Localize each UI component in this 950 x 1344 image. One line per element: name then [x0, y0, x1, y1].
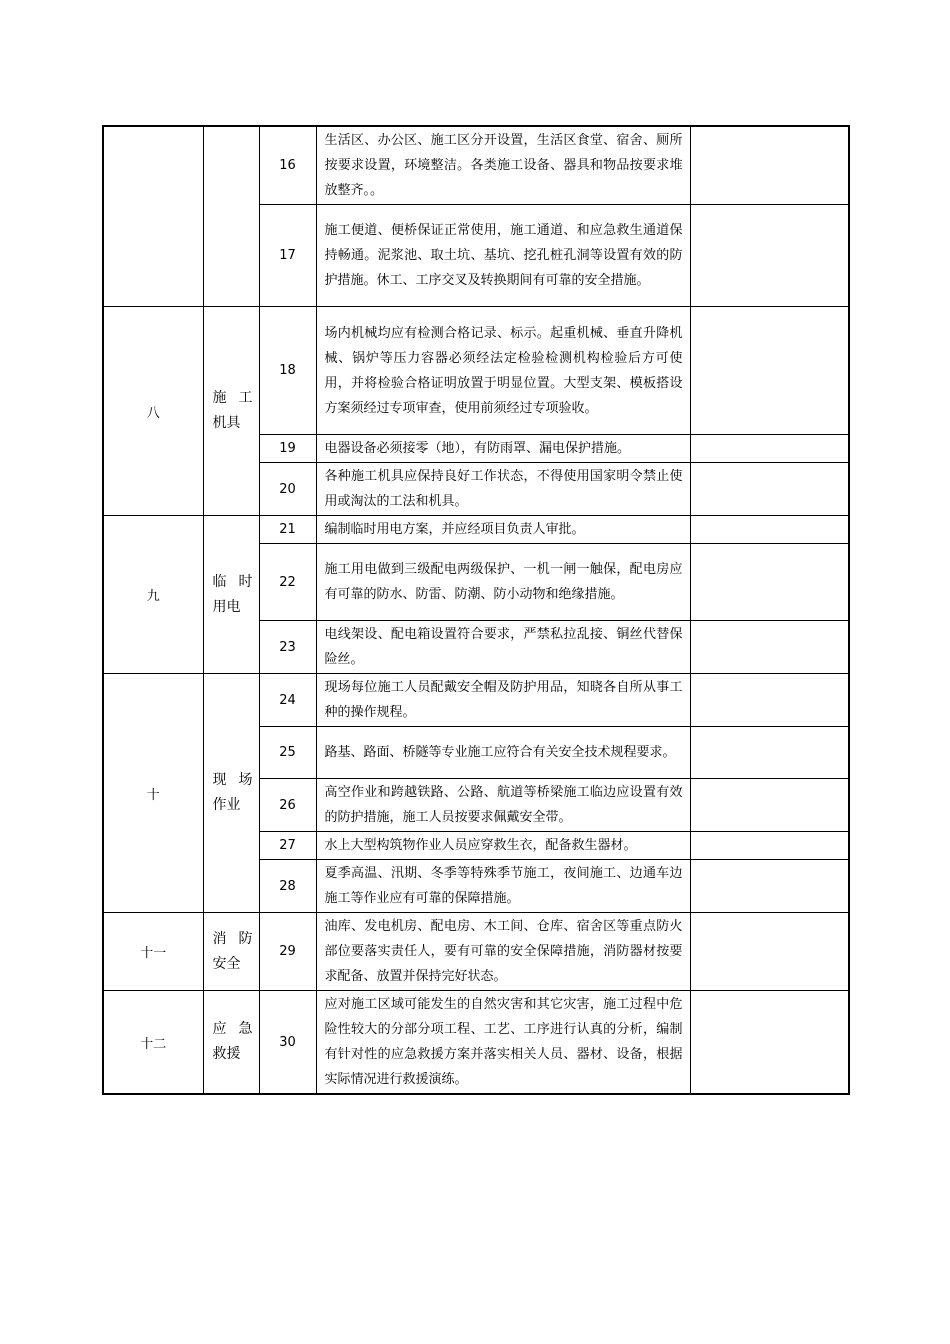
table-row	[103, 674, 849, 727]
category-line-2: 作业	[212, 797, 241, 813]
requirement-text: 生活区、办公区、施工区分开设置，生活区食堂、宿舍、厕所按要求设置，环境整洁。各类施工设备、器具和物品按要求堆放整齐。。	[316, 126, 690, 205]
requirement-text: 现场每位施工人员配戴安全帽及防护用品，知晓各自所从事工种的操作规程。	[316, 674, 690, 727]
category-cell	[203, 674, 259, 913]
requirement-text: 路基、路面、桥隧等专业施工应符合有关安全技术规程要求。	[316, 727, 690, 779]
section-cell	[103, 126, 203, 307]
category-line-2: 用电	[212, 598, 241, 615]
category-line-2: 机具	[212, 415, 241, 431]
remarks-cell	[690, 307, 849, 435]
category-cell	[203, 126, 259, 307]
item-number: 24	[259, 674, 316, 727]
category-cell	[203, 913, 259, 991]
requirement-text: 电器设备必须接零（地），有防雨罩、漏电保护措施。	[316, 435, 690, 463]
section-cell: 十二	[103, 991, 203, 1095]
remarks-cell	[690, 991, 849, 1095]
category-cell	[203, 516, 259, 674]
item-number: 23	[259, 621, 316, 674]
table-row	[103, 516, 849, 544]
requirement-text: 施工用电做到三级配电两级保护、一机一闸一触保，配电房应有可靠的防水、防雷、防潮、防小动物和绝缘措施。	[316, 544, 690, 621]
category-line-1: 施工	[212, 390, 253, 406]
category-line-1: 临时	[212, 573, 253, 590]
item-number: 26	[259, 779, 316, 832]
category-line-1: 现场	[212, 772, 253, 788]
remarks-cell	[690, 727, 849, 779]
remarks-cell	[690, 913, 849, 991]
table-row	[103, 913, 849, 991]
item-number: 18	[259, 307, 316, 435]
remarks-cell	[690, 126, 849, 205]
category-cell	[203, 991, 259, 1095]
table-row	[103, 126, 849, 205]
remarks-cell	[690, 463, 849, 516]
item-number: 27	[259, 832, 316, 860]
item-number: 29	[259, 913, 316, 991]
item-number: 21	[259, 516, 316, 544]
item-number: 25	[259, 727, 316, 779]
remarks-cell	[690, 435, 849, 463]
section-cell: 九	[103, 516, 203, 674]
requirement-text: 夏季高温、汛期、冬季等特殊季节施工，夜间施工、边通车边施工等作业应有可靠的保障措施。	[316, 860, 690, 913]
requirement-text: 场内机械均应有检测合格记录、标示。起重机械、垂直升降机械、锅炉等压力容器必须经法定检验检测机构检验后方可使用，并将检验合格证明放置于明显位置。大型支架、模板搭设方案须经过专项审查，使用前须经过专项验收。	[316, 307, 690, 435]
category-line-1: 消防	[212, 930, 253, 947]
safety-checklist-table	[102, 125, 850, 1095]
item-number: 17	[259, 205, 316, 307]
requirement-text: 油库、发电机房、配电房、木工间、仓库、宿舍区等重点防火部位要落实责任人，要有可靠的安全保障措施，消防器材按要求配备、放置并保持完好状态。	[316, 913, 690, 991]
item-number: 19	[259, 435, 316, 463]
requirement-text: 高空作业和跨越铁路、公路、航道等桥梁施工临边应设置有效的防护措施，施工人员按要求佩戴安全带。	[316, 779, 690, 832]
category-line-1: 应急	[212, 1021, 253, 1037]
table-row	[103, 991, 849, 1095]
remarks-cell	[690, 779, 849, 832]
requirement-text: 编制临时用电方案，并应经项目负责人审批。	[316, 516, 690, 544]
category-cell	[203, 307, 259, 516]
item-number: 30	[259, 991, 316, 1095]
item-number: 20	[259, 463, 316, 516]
item-number: 22	[259, 544, 316, 621]
category-line-2: 安全	[212, 955, 241, 972]
category-line-2: 救援	[212, 1046, 241, 1062]
section-cell: 十一	[103, 913, 203, 991]
remarks-cell	[690, 205, 849, 307]
section-cell: 十	[103, 674, 203, 913]
remarks-cell	[690, 832, 849, 860]
section-cell: 八	[103, 307, 203, 516]
item-number: 28	[259, 860, 316, 913]
requirement-text: 施工便道、便桥保证正常使用，施工通道、和应急救生通道保持畅通。泥浆池、取土坑、基坑、挖孔桩孔洞等设置有效的防护措施。休工、工序交叉及转换期间有可靠的安全措施。	[316, 205, 690, 307]
requirement-text: 应对施工区域可能发生的自然灾害和其它灾害，施工过程中危险性较大的分部分项工程、工艺、工序进行认真的分析，编制有针对性的应急救援方案并落实相关人员、器材、设备，根据实际情况进行救援演练。	[316, 991, 690, 1095]
requirement-text: 电线架设、配电箱设置符合要求，严禁私拉乱接、铜丝代替保险丝。	[316, 621, 690, 674]
remarks-cell	[690, 516, 849, 544]
remarks-cell	[690, 674, 849, 727]
remarks-cell	[690, 621, 849, 674]
item-number: 16	[259, 126, 316, 205]
remarks-cell	[690, 544, 849, 621]
requirement-text: 各种施工机具应保持良好工作状态，不得使用国家明令禁止使用或淘汰的工法和机具。	[316, 463, 690, 516]
requirement-text: 水上大型构筑物作业人员应穿救生衣，配备救生器材。	[316, 832, 690, 860]
remarks-cell	[690, 860, 849, 913]
table-row	[103, 307, 849, 435]
